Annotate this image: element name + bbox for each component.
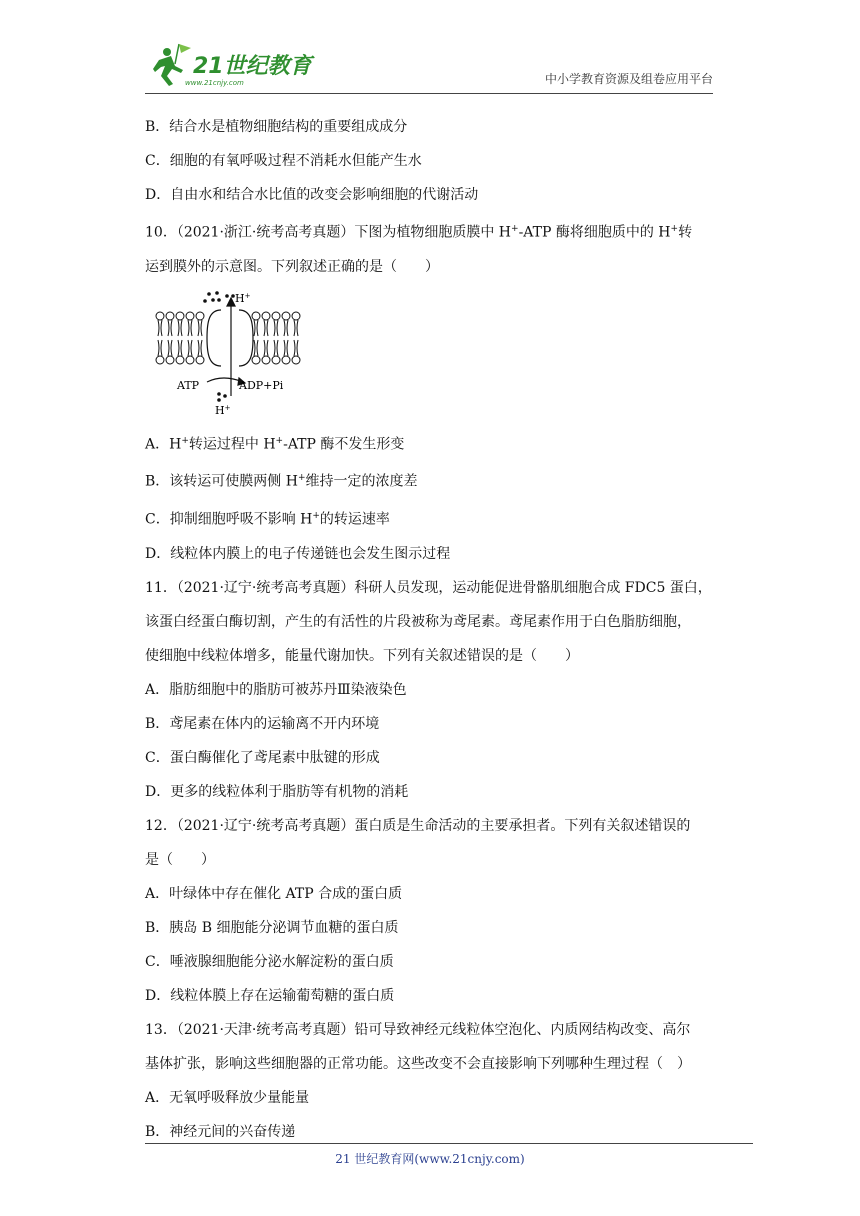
flag-icon	[175, 44, 191, 64]
q10-option-c: C．抑制细胞呼吸不影响 H+的转运速率	[145, 510, 390, 528]
q11-stem-line2: 该蛋白经蛋白酶切割，产生的有活性的片段被称为鸢尾素。鸢尾素作用于白色脂肪细胞，	[145, 613, 691, 630]
q12-option-b: B．胰岛 B 细胞能分泌调节血糖的蛋白质	[145, 919, 399, 936]
bottom-ion-label: H+	[215, 403, 231, 417]
q9-option-c: C．细胞的有氧呼吸过程不消耗水但能产生水	[145, 153, 422, 169]
q12-option-d: D．线粒体膜上存在运输葡萄糖的蛋白质	[145, 987, 395, 1004]
q11-stem-line1: 11．（2021·辽宁·统考高考真题）科研人员发现，运动能促进骨骼肌细胞合成 FDC5 蛋白，	[145, 579, 712, 596]
q10-option-a: A．H+转运过程中 H+-ATP 酶不发生形变	[145, 435, 405, 453]
lipid-bilayer-right	[252, 312, 300, 364]
q11-stem-line3: 使细胞中线粒体增多，能量代谢加快。下列有关叙述错误的是（ ）	[145, 647, 579, 664]
q12-option-a: A．叶绿体中存在催化 ATP 合成的蛋白质	[145, 885, 403, 902]
q13-stem-line2: 基体扩张，影响这些细胞器的正常功能。这些改变不会直接影响下列哪种生理过程（ ）	[145, 1055, 691, 1072]
q13-option-a: A．无氧呼吸释放少量能量	[145, 1089, 310, 1106]
header-divider	[145, 93, 713, 94]
q13-stem-line1: 13．（2021·天津·统考高考真题）铅可导致神经元线粒体空泡化、内质网结构改变、高尔	[145, 1021, 691, 1038]
adp-label: ADP+Pi	[239, 378, 284, 392]
q11-option-a: A．脂肪细胞中的脂肪可被苏丹Ⅲ染液染色	[145, 681, 407, 698]
atpase-protein	[207, 310, 253, 366]
q9-option-d: D．自由水和结合水比值的改变会影响细胞的代谢活动	[145, 187, 479, 203]
q12-stem-line2: 是（ ）	[145, 851, 215, 868]
top-ion-label: H+	[235, 291, 251, 305]
runner-icon	[153, 48, 183, 86]
question-content	[145, 110, 715, 1149]
page-header	[145, 40, 713, 92]
atp-label: ATP	[177, 378, 200, 392]
q10-stem-line2: 运到膜外的示意图。下列叙述正确的是（ ）	[145, 258, 439, 275]
q10-stem-line1: 10．（2021·浙江·统考高考真题）下图为植物细胞质膜中 H+-ATP 酶将细胞质中的 H+转	[145, 224, 693, 241]
footer-divider	[145, 1143, 753, 1144]
bottom-ions	[217, 392, 227, 402]
logo-21cnjy	[145, 40, 315, 90]
q9-option-b: B．结合水是植物细胞结构的重要组成成分	[145, 119, 408, 135]
q11-option-d: D．更多的线粒体利于脂肪等有机物的消耗	[145, 783, 409, 800]
h-atpase-figure	[153, 288, 313, 418]
q10-option-d: D．线粒体内膜上的电子传递链也会发生图示过程	[145, 545, 451, 562]
platform-name: 中小学教育资源及组卷应用平台	[544, 72, 713, 86]
membrane-diagram	[153, 288, 313, 418]
logo-text: 21世纪教育	[193, 54, 312, 79]
q11-option-b: B．鸢尾素在体内的运输离不开内环境	[145, 715, 380, 732]
q10-option-b: B．该转运可使膜两侧 H+维持一定的浓度差	[145, 473, 418, 490]
q12-stem-line1: 12．（2021·辽宁·统考高考真题）蛋白质是生命活动的主要承担者。下列有关叙述错误的	[145, 817, 691, 834]
q12-option-c: C．唾液腺细胞能分泌水解淀粉的蛋白质	[145, 953, 394, 970]
logo-url: www.21cnjy.com	[185, 79, 244, 87]
footer-link[interactable]: 21 世纪教育网(www.21cnjy.com)	[335, 1152, 525, 1166]
q11-option-c: C．蛋白酶催化了鸢尾素中肽键的形成	[145, 749, 380, 766]
lipid-bilayer-left	[156, 312, 204, 364]
q13-option-b: B．神经元间的兴奋传递	[145, 1123, 296, 1140]
